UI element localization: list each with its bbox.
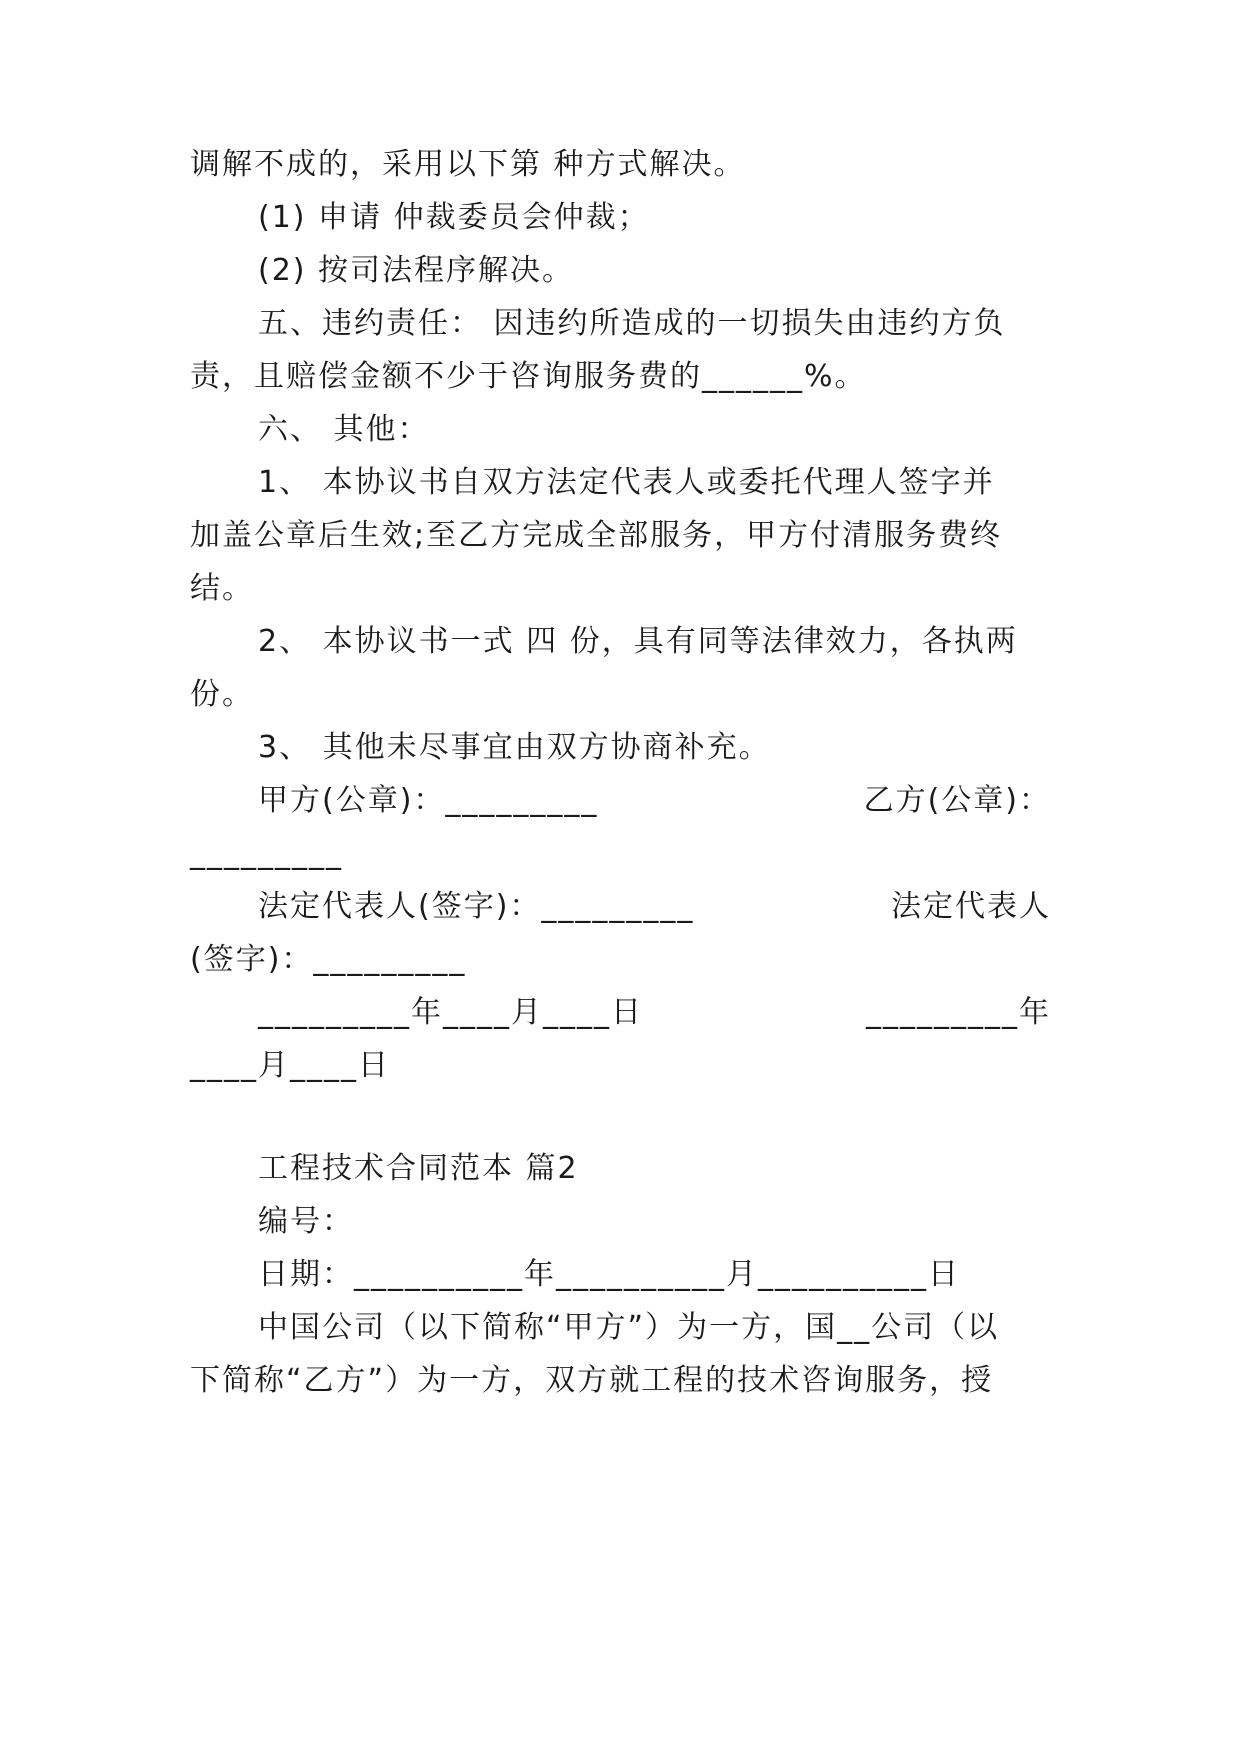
- party-b-date-year: _________年: [866, 995, 1051, 1030]
- party-b-representative-label: 法定代表人: [891, 889, 1051, 924]
- party-a-seal-field: 甲方(公章)：_________: [258, 783, 599, 818]
- section-heading-line: 五、违约责任： 因违约所造成的一切损失由违约方负: [258, 306, 1006, 341]
- contract-number-label: 编号：: [258, 1204, 354, 1239]
- party-a-representative-field: 法定代表人(签字)：_________: [258, 889, 695, 924]
- paragraph-line: 责，且赔偿金额不少于咨询服务费的______%。: [190, 359, 867, 394]
- section-heading: 六、 其他：: [258, 412, 430, 447]
- party-a-date-field: _________年____月____日: [258, 995, 643, 1030]
- contract-date-field: 日期：__________年__________月__________日: [258, 1257, 960, 1292]
- party-b-representative-blank: (签字)：_________: [190, 942, 467, 977]
- list-item: (1) 申请 仲裁委员会仲裁；: [258, 200, 650, 235]
- party-b-seal-blank: _________: [190, 836, 343, 871]
- list-item: 1、 本协议书自双方法定代表人或委托代理人签字并: [258, 465, 995, 500]
- contract-title: 工程技术合同范本 篇2: [258, 1151, 579, 1186]
- paragraph-line: 下简称“乙方”）为一方，双方就工程的技术咨询服务，授: [190, 1363, 994, 1398]
- party-b-seal-label: 乙方(公章)：: [863, 783, 1051, 818]
- paragraph-line: 加盖公章后生效;至乙方完成全部服务，甲方付清服务费终: [190, 518, 1003, 553]
- paragraph-line: 结。: [190, 571, 254, 606]
- party-b-date-month-day: ____月____日: [190, 1048, 390, 1083]
- list-item: (2) 按司法程序解决。: [258, 253, 575, 288]
- list-item: 3、 其他未尽事宜由双方协商补充。: [258, 730, 771, 765]
- list-item: 2、 本协议书一式 四 份，具有同等法律效力，各执两: [258, 624, 1018, 659]
- paragraph-line: 中国公司（以下简称“甲方”）为一方，国__公司（以: [258, 1310, 1000, 1345]
- paragraph-line: 份。: [190, 677, 254, 712]
- paragraph-line: 调解不成的，采用以下第 种方式解决。: [190, 147, 746, 182]
